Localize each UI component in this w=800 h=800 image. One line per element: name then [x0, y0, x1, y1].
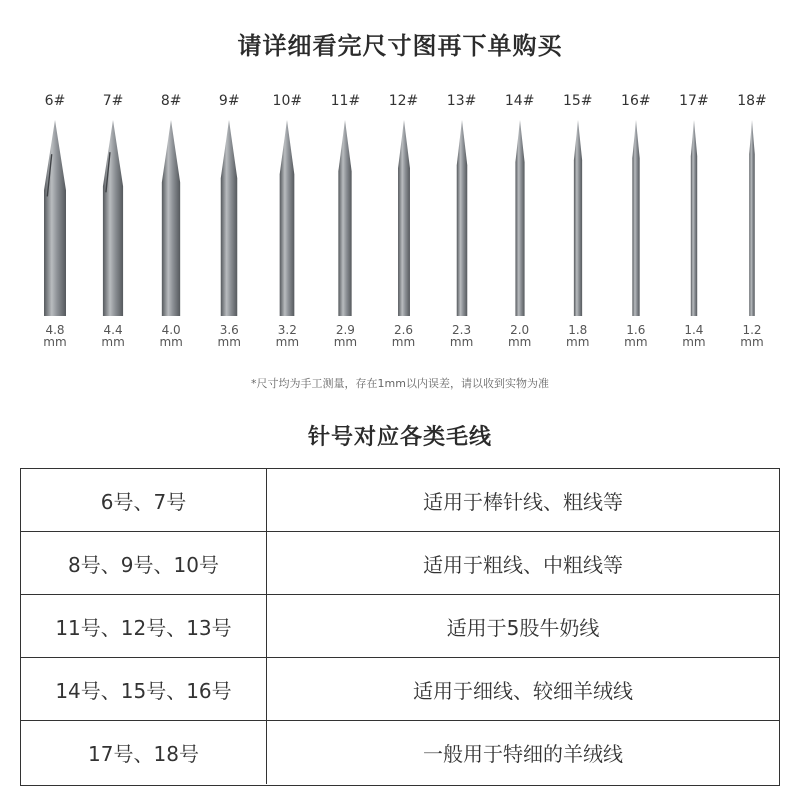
needle-image — [215, 118, 243, 316]
table-row — [21, 595, 779, 658]
needle-shaft — [339, 120, 352, 316]
needle-item — [25, 90, 85, 348]
page-title: 请详细看完尺寸图再下单购买 — [237, 32, 563, 60]
needle-image — [680, 118, 708, 316]
needle-diameter: 1.6 — [626, 323, 646, 337]
needle-shaft — [280, 120, 295, 316]
needle-item — [432, 90, 492, 348]
needle-number-label: 13# — [446, 93, 477, 109]
needle-image — [273, 118, 301, 316]
needle-number-label: 17# — [679, 93, 709, 109]
needle-diameter: 2.6 — [393, 323, 414, 337]
needle-numbers-cell: 8号、9号、10号 — [21, 532, 267, 594]
needle-diameter: 2.3 — [452, 323, 472, 337]
needle-diameter: 1.2 — [742, 323, 762, 337]
needle-shaft — [398, 120, 410, 316]
needle-shaft — [515, 120, 524, 316]
table-title: 针号对应各类毛线 — [307, 425, 492, 450]
needle-item — [664, 90, 724, 348]
needle-number-label: 14# — [504, 93, 535, 109]
needle-number-label: 6# — [44, 93, 66, 109]
needle-unit: mm — [740, 335, 764, 349]
needle-diameter: 3.2 — [277, 323, 297, 337]
needle-shaft — [749, 120, 755, 316]
needle-item — [199, 90, 259, 348]
yarn-usage-cell: 适用于粗线、中粗线等 — [423, 552, 623, 577]
needle-image — [448, 118, 476, 316]
needle-item — [141, 90, 201, 348]
needle-number-label: 12# — [388, 93, 419, 109]
table-row — [21, 469, 779, 532]
needle-unit: mm — [333, 335, 358, 349]
needle-shaft — [691, 120, 697, 316]
needle-number-label: 11# — [330, 93, 361, 109]
needle-diameter: 4.8 — [45, 323, 65, 337]
needle-numbers-cell: 17号、18号 — [21, 721, 267, 784]
needle-unit: mm — [159, 335, 183, 349]
needle-shaft — [162, 120, 180, 316]
needle-item — [374, 90, 434, 348]
needle-number-label: 10# — [272, 93, 303, 109]
needle-unit: mm — [507, 335, 532, 349]
needle-unit: mm — [275, 335, 300, 349]
needle-diameter: 4.0 — [161, 323, 181, 337]
needle-numbers-cell: 6号、7号 — [21, 469, 267, 531]
needle-unit: mm — [101, 335, 125, 349]
yarn-usage-cell: 适用于5股牛奶线 — [446, 615, 600, 640]
needle-number-label: 7# — [102, 93, 124, 109]
needle-diameter: 1.8 — [568, 323, 588, 337]
needle-number-label: 18# — [737, 93, 767, 109]
needle-number-label: 15# — [562, 93, 593, 109]
needle-image — [390, 118, 418, 316]
needle-shaft — [103, 120, 123, 316]
needle-shaft — [221, 120, 238, 316]
needle-item — [257, 90, 317, 348]
yarn-usage-cell: 一般用于特细的羊绒线 — [423, 742, 623, 766]
needle-size-chart — [0, 90, 800, 370]
needle-image — [564, 118, 592, 316]
needle-unit: mm — [566, 335, 590, 349]
needle-item — [548, 90, 608, 348]
needle-item — [83, 90, 143, 348]
needle-unit: mm — [682, 335, 706, 349]
needle-diameter: 4.4 — [103, 323, 123, 337]
needle-unit: mm — [624, 335, 648, 349]
needle-shaft — [574, 120, 582, 316]
needle-image — [506, 118, 534, 316]
yarn-usage-cell: 适用于细线、较细羊绒线 — [413, 678, 633, 703]
table-row — [21, 532, 779, 595]
needle-unit: mm — [217, 335, 241, 349]
needle-image — [99, 118, 127, 316]
needle-unit: mm — [449, 335, 474, 349]
needle-diameter: 2.0 — [510, 323, 530, 337]
needle-item — [606, 90, 666, 348]
needle-shaft — [44, 120, 66, 316]
needle-numbers-cell: 14号、15号、16号 — [21, 658, 267, 720]
needle-number-label: 8# — [160, 93, 182, 109]
needle-unit: mm — [43, 335, 67, 349]
needle-image — [738, 118, 766, 316]
needle-image — [41, 118, 69, 316]
needle-shaft — [456, 120, 467, 316]
needle-image — [331, 118, 359, 316]
needle-image — [157, 118, 185, 316]
needle-item — [490, 90, 550, 348]
needle-item — [315, 90, 375, 348]
needle-usage-table — [20, 468, 780, 786]
yarn-usage-cell: 适用于棒针线、粗线等 — [423, 489, 623, 514]
needle-image — [622, 118, 650, 316]
needle-diameter: 1.4 — [684, 323, 704, 337]
measurement-note: *尺寸均为手工测量，存在1mm以内误差，请以收到实物为准 — [251, 377, 549, 390]
needle-shaft — [632, 120, 639, 316]
needle-number-label: 16# — [621, 93, 651, 109]
table-row — [21, 658, 779, 721]
needle-number-label: 9# — [218, 93, 240, 109]
table-row — [21, 721, 779, 784]
needle-unit: mm — [391, 335, 416, 349]
needle-diameter: 2.9 — [335, 323, 355, 337]
needle-diameter: 3.6 — [219, 323, 239, 337]
needle-item — [722, 90, 782, 348]
needle-numbers-cell: 11号、12号、13号 — [21, 595, 267, 657]
